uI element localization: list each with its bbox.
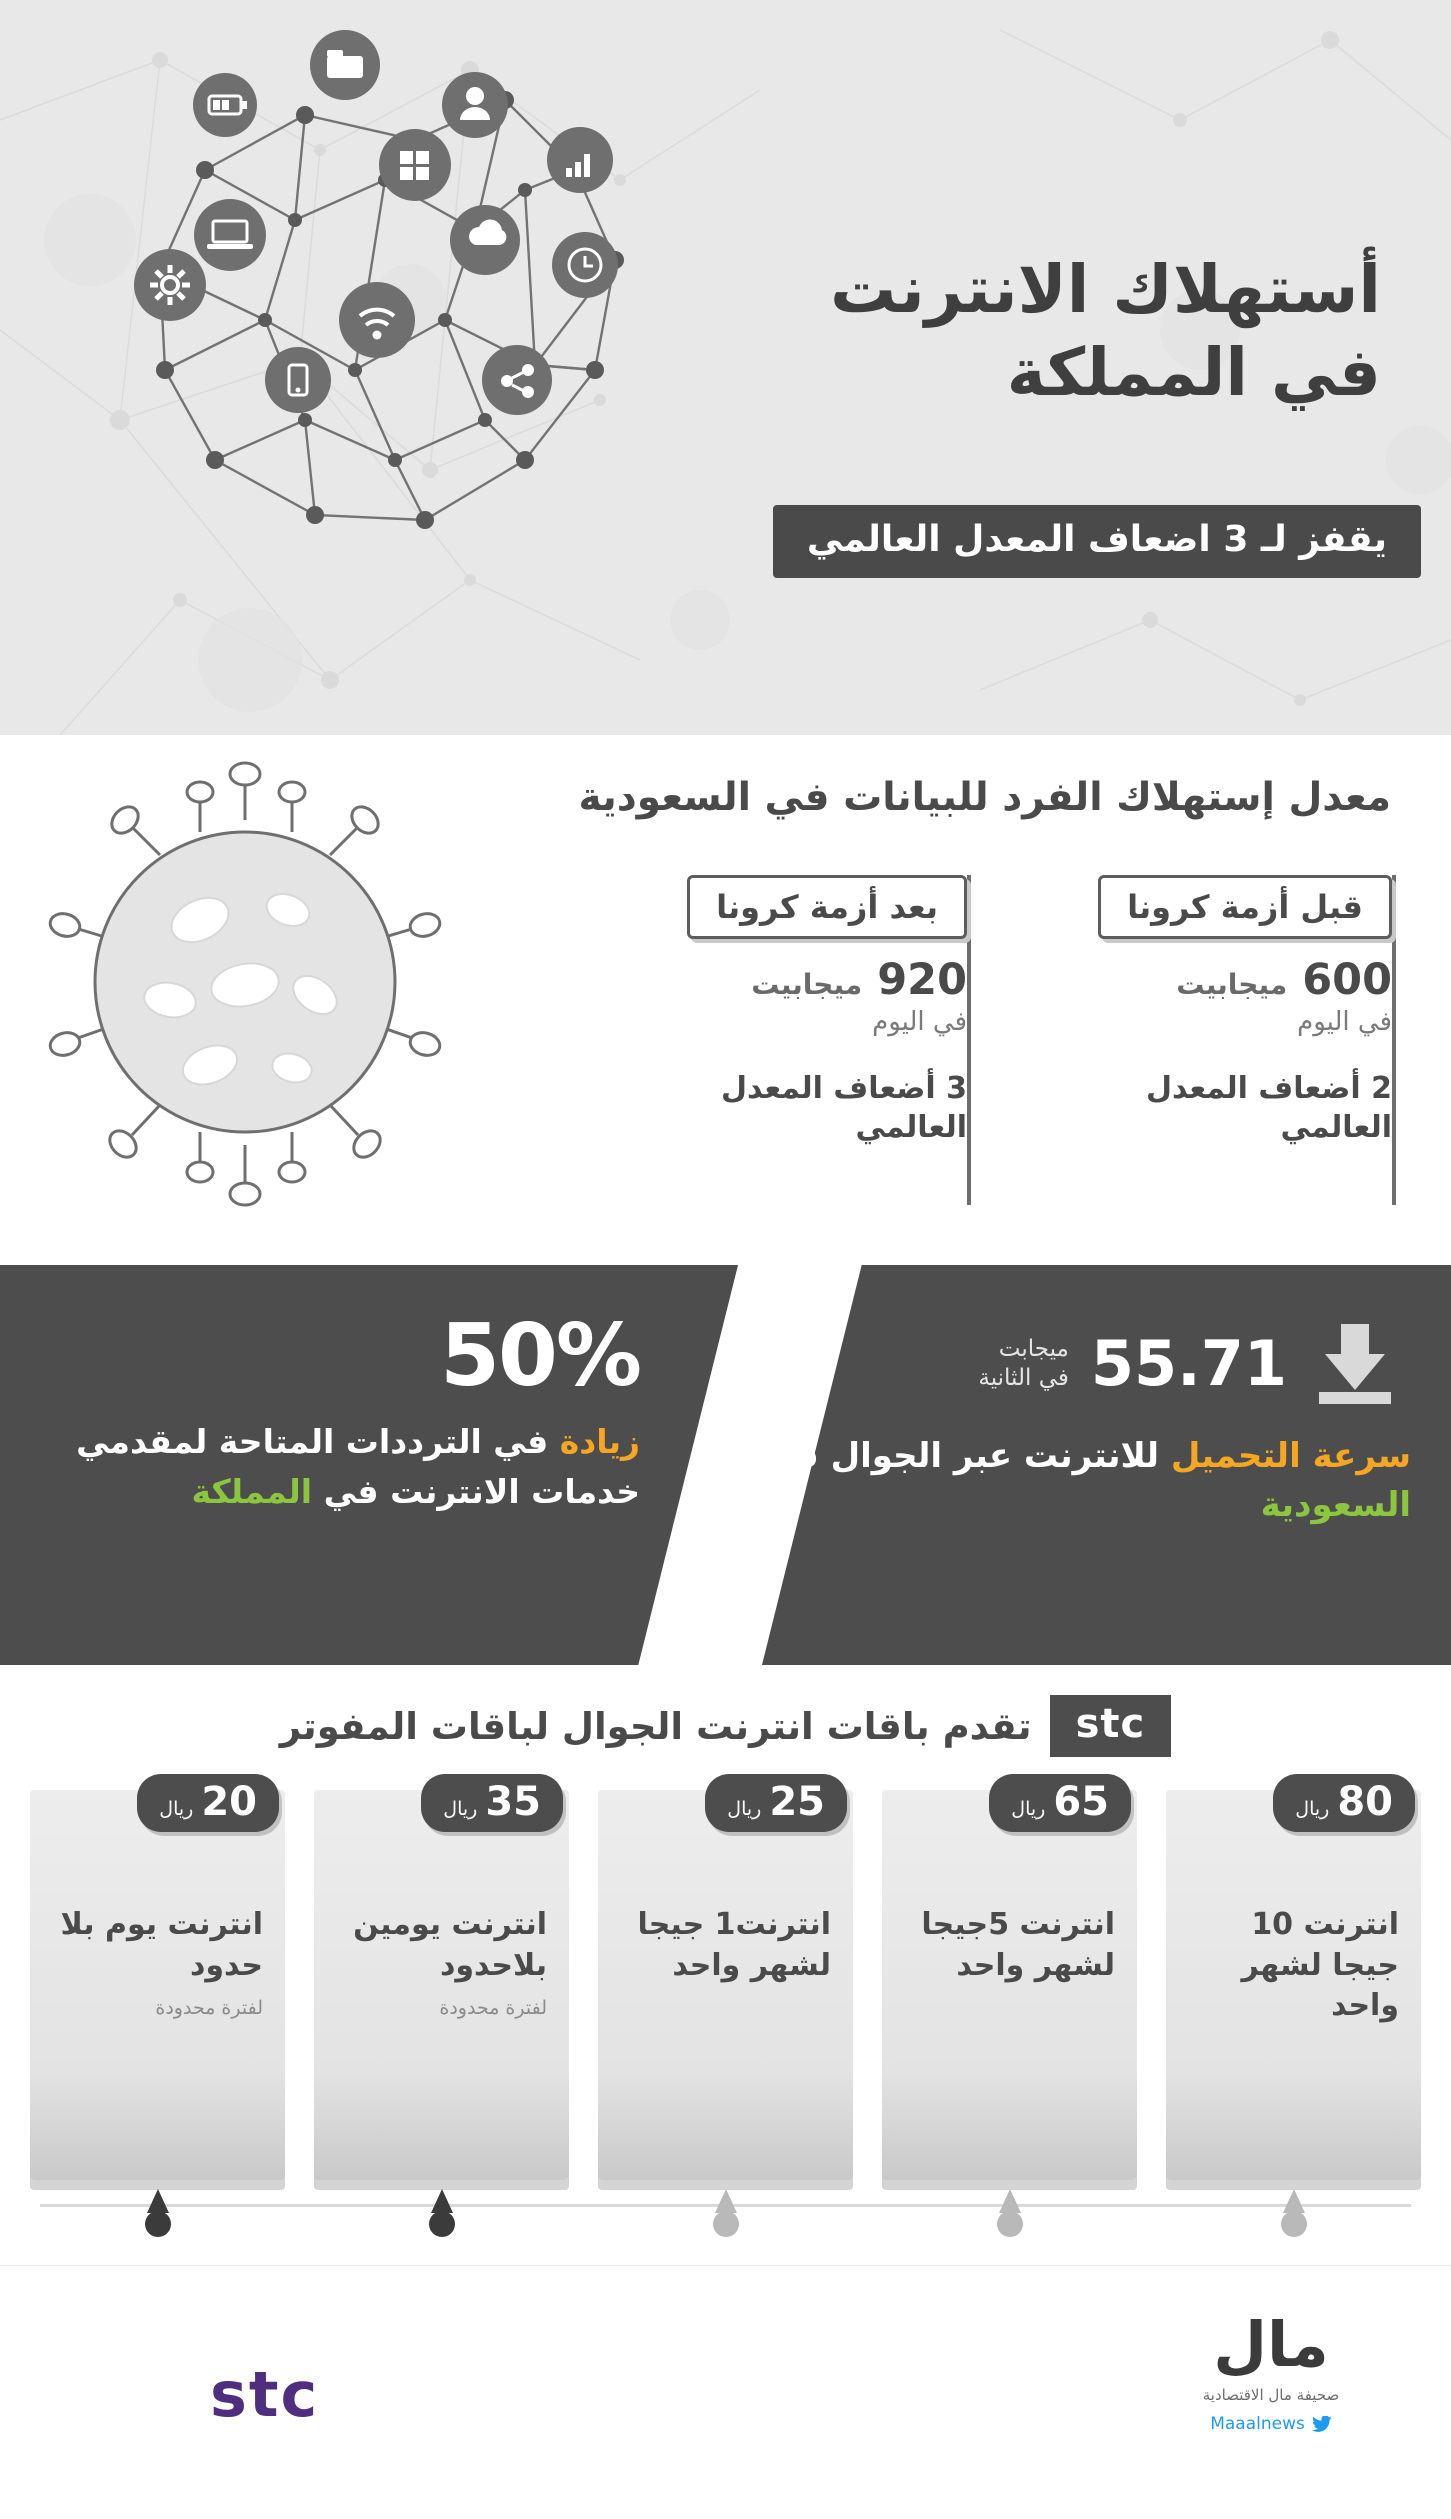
usage-card-note: 2 أضعاف المعدل العالمي bbox=[1145, 1070, 1392, 1145]
hero-title-line-1: أستهلاك الانترنت bbox=[830, 251, 1381, 329]
timeline-pin bbox=[314, 2211, 569, 2237]
increase-country: المملكة bbox=[191, 1471, 313, 1511]
maal-logo-text bbox=[1131, 2308, 1411, 2381]
share-icon bbox=[482, 345, 552, 415]
package-card[interactable] bbox=[30, 1779, 285, 2180]
page-title bbox=[601, 249, 1381, 414]
package-price-ribbon bbox=[1273, 1774, 1415, 1832]
coronavirus-illustration bbox=[30, 760, 460, 1230]
stc-logo-chip: stc bbox=[1050, 1695, 1172, 1757]
speed-caption-text: للانترنت عبر الجوال في bbox=[762, 1436, 1160, 1476]
stats-band-section bbox=[0, 1265, 1451, 1665]
package-card[interactable] bbox=[314, 1779, 569, 2180]
usage-card-number: 920 bbox=[877, 955, 967, 1005]
package-card[interactable] bbox=[598, 1779, 853, 2180]
download-speed-value: 55.71 bbox=[1090, 1327, 1287, 1400]
usage-card-value bbox=[1046, 957, 1392, 1004]
increase-text: في الترددات المتاحة لمقدمي خدمات الانترنت في bbox=[76, 1422, 640, 1511]
usage-card-period: في اليوم bbox=[1297, 1007, 1392, 1038]
package-price-ribbon bbox=[705, 1774, 847, 1832]
package-currency: ريال bbox=[1295, 1798, 1330, 1820]
signal-bars-icon bbox=[547, 127, 613, 193]
packages-section bbox=[0, 1665, 1451, 2265]
twitter-handle-row[interactable] bbox=[1131, 2414, 1411, 2434]
network-globe-illustration bbox=[55, 20, 675, 620]
packages-header bbox=[0, 1695, 1451, 1757]
increase-highlight: زيادة bbox=[559, 1422, 640, 1461]
maal-logo-word: مال bbox=[1213, 2308, 1329, 2381]
package-price-ribbon bbox=[989, 1774, 1131, 1832]
windows-icon bbox=[379, 129, 451, 201]
package-price: 35 bbox=[485, 1779, 541, 1825]
usage-card-tag: بعد أزمة كرونا bbox=[687, 875, 967, 939]
usage-card-before-corona bbox=[1046, 875, 1396, 1205]
increase-percent: 50% bbox=[440, 1306, 640, 1406]
package-note: لفترة محدودة bbox=[439, 1997, 547, 2019]
increase-caption bbox=[60, 1417, 640, 1516]
frequency-increase-block bbox=[60, 1306, 640, 1516]
maal-logo-caption: صحيفة مال الاقتصادية bbox=[1202, 2386, 1340, 2404]
package-price-ribbon bbox=[137, 1774, 279, 1832]
package-desc-text: انترنت 5جيجا لشهر واحد bbox=[921, 1907, 1115, 1983]
download-speed-block bbox=[751, 1320, 1411, 1531]
usage-card-tag: قبل أزمة كرونا bbox=[1098, 875, 1392, 939]
speed-unit-line1: ميجابت bbox=[998, 1336, 1069, 1363]
usage-card-value bbox=[621, 957, 967, 1004]
usage-card-after-corona bbox=[621, 875, 971, 1205]
download-speed-unit bbox=[978, 1335, 1069, 1393]
package-description bbox=[620, 1905, 831, 1996]
package-currency: ريال bbox=[727, 1798, 762, 1820]
timeline-pin bbox=[30, 2211, 285, 2237]
package-price: 80 bbox=[1337, 1779, 1393, 1825]
laptop-icon bbox=[194, 199, 266, 271]
package-description bbox=[1188, 1905, 1399, 2037]
download-icon bbox=[1309, 1320, 1401, 1408]
package-price: 25 bbox=[769, 1779, 825, 1825]
packages-title: تقدم باقات انترنت الجوال لباقات المفوتر bbox=[279, 1704, 1032, 1748]
footer bbox=[0, 2265, 1451, 2519]
usage-card-note: 3 أضعاف المعدل العالمي bbox=[720, 1070, 967, 1145]
timeline-pin bbox=[882, 2211, 1137, 2237]
package-desc-text: انترنت 10 جيجا لشهر واحد bbox=[1241, 1907, 1399, 2023]
stc-footer-logo: stc bbox=[210, 2358, 320, 2431]
timeline-pins bbox=[30, 2211, 1421, 2237]
twitter-icon bbox=[1312, 2416, 1332, 2433]
usage-card-unit: ميجابيت bbox=[751, 968, 863, 1001]
package-price-ribbon bbox=[421, 1774, 563, 1832]
package-desc-text: انترنت يومين بلاحدود bbox=[353, 1907, 547, 1983]
timeline-pin bbox=[1166, 2211, 1421, 2237]
package-desc-text: انترنت1 جيجا لشهر واحد bbox=[637, 1907, 831, 1983]
usage-card-unit: ميجابيت bbox=[1176, 968, 1288, 1001]
package-description bbox=[904, 1905, 1115, 1996]
package-price: 65 bbox=[1053, 1779, 1109, 1825]
package-card[interactable] bbox=[1166, 1779, 1421, 2180]
hero-section bbox=[0, 0, 1451, 735]
package-description bbox=[336, 1905, 547, 2022]
package-note: لفترة محدودة bbox=[155, 1997, 263, 2019]
per-person-usage-section bbox=[0, 735, 1451, 1265]
packages-list bbox=[30, 1779, 1421, 2180]
mobile-icon bbox=[265, 347, 331, 413]
speed-caption-highlight: سرعة التحميل bbox=[1170, 1436, 1411, 1476]
package-desc-text: انترنت يوم بلا حدود bbox=[60, 1907, 263, 1983]
package-price: 20 bbox=[201, 1779, 257, 1825]
download-speed-caption bbox=[751, 1432, 1411, 1531]
hero-title-line-2: في المملكة bbox=[1006, 333, 1381, 411]
timeline-pin bbox=[598, 2211, 853, 2237]
speed-unit-line2: في الثانية bbox=[978, 1365, 1069, 1391]
speed-caption-country: السعودية bbox=[1260, 1485, 1411, 1526]
usage-card-period: في اليوم bbox=[872, 1007, 967, 1038]
package-description bbox=[52, 1905, 263, 2022]
gear-icon bbox=[134, 249, 206, 321]
twitter-handle-text: Maaalnews bbox=[1210, 2414, 1305, 2434]
hero-subtitle-banner: يقفز لـ 3 اضعاف المعدل العالمي bbox=[773, 505, 1421, 578]
package-currency: ريال bbox=[1011, 1798, 1046, 1820]
usage-card-number: 600 bbox=[1302, 955, 1392, 1005]
maal-logo-block bbox=[1131, 2308, 1411, 2434]
usage-section-title: معدل إستهلاك الفرد للبيانات في السعودية bbox=[578, 775, 1391, 820]
package-currency: ريال bbox=[443, 1798, 478, 1820]
package-card[interactable] bbox=[882, 1779, 1137, 2180]
package-currency: ريال bbox=[159, 1798, 194, 1820]
